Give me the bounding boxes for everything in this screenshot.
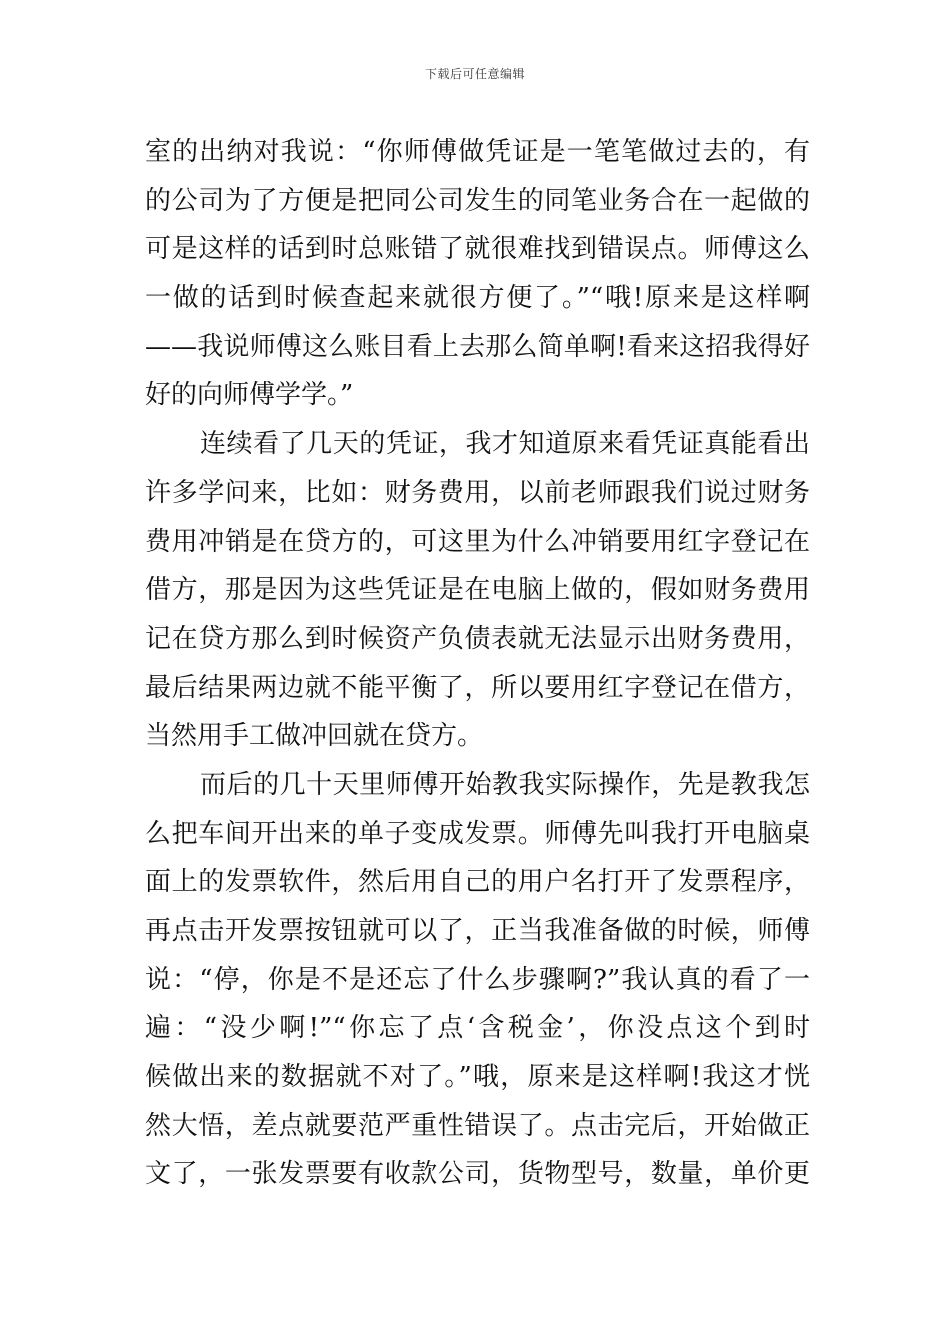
text-line: 说：“停，你是不是还忘了什么步骤啊?”我认真的看了一 <box>145 964 810 995</box>
text-line: 当然用手工做冲回就在贷方。 <box>145 721 484 752</box>
text-line: 而后的几十天里师傅开始教我实际操作，先是教我怎 <box>200 769 810 800</box>
text-line: 记在贷方那么到时候资产负债表就无法显示出财务费用， <box>145 623 810 654</box>
text-line: 好的向师傅学学。” <box>145 380 354 411</box>
text-line: 面上的发票软件，然后用自己的用户名打开了发票程序， <box>145 867 810 898</box>
text-line: 么把车间开出来的单子变成发票。师傅先叫我打开电脑桌 <box>145 818 810 849</box>
text-line: 连续看了几天的凭证，我才知道原来看凭证真能看出 <box>200 429 810 460</box>
text-line: 候做出来的数据就不对了。”哦，原来是这样啊!我这才恍 <box>145 1062 810 1093</box>
text-line: 室的出纳对我说：“你师傅做凭证是一笔笔做过去的，有 <box>145 137 810 167</box>
text-line: 可是这样的话到时总账错了就很难找到错误点。师傅这么 <box>145 234 810 265</box>
text-line: 一做的话到时候查起来就很方便了。”“哦!原来是这样啊 <box>145 283 810 314</box>
text-line: 的公司为了方便是把同公司发生的同笔业务合在一起做的 <box>145 185 810 216</box>
text-line: 文了，一张发票要有收款公司，货物型号，数量，单价更 <box>145 1159 810 1190</box>
text-line: 许多学问来，比如：财务费用，以前老师跟我们说过财务 <box>145 477 810 508</box>
text-line: ——我说师傅这么账目看上去那么简单啊!看来这招我得好 <box>145 331 810 362</box>
text-line: 最后结果两边就不能平衡了，所以要用红字登记在借方， <box>145 672 810 703</box>
text-line: 借方，那是因为这些凭证是在电脑上做的，假如财务费用 <box>145 575 810 606</box>
text-line: 费用冲销是在贷方的，可这里为什么冲销要用红字登记在 <box>145 526 810 557</box>
body-text <box>145 128 810 1199</box>
text-line: 再点击开发票按钮就可以了，正当我准备做的时候，师傅 <box>145 916 810 946</box>
text-line: 然大悟，差点就要范严重性错误了。点击完后，开始做正 <box>145 1110 810 1141</box>
page-header-note: 下载后可任意编辑 <box>424 67 525 81</box>
text-line: 遍：“没少啊!”“你忘了点‘含税金’，你没点这个到时 <box>145 1013 810 1044</box>
